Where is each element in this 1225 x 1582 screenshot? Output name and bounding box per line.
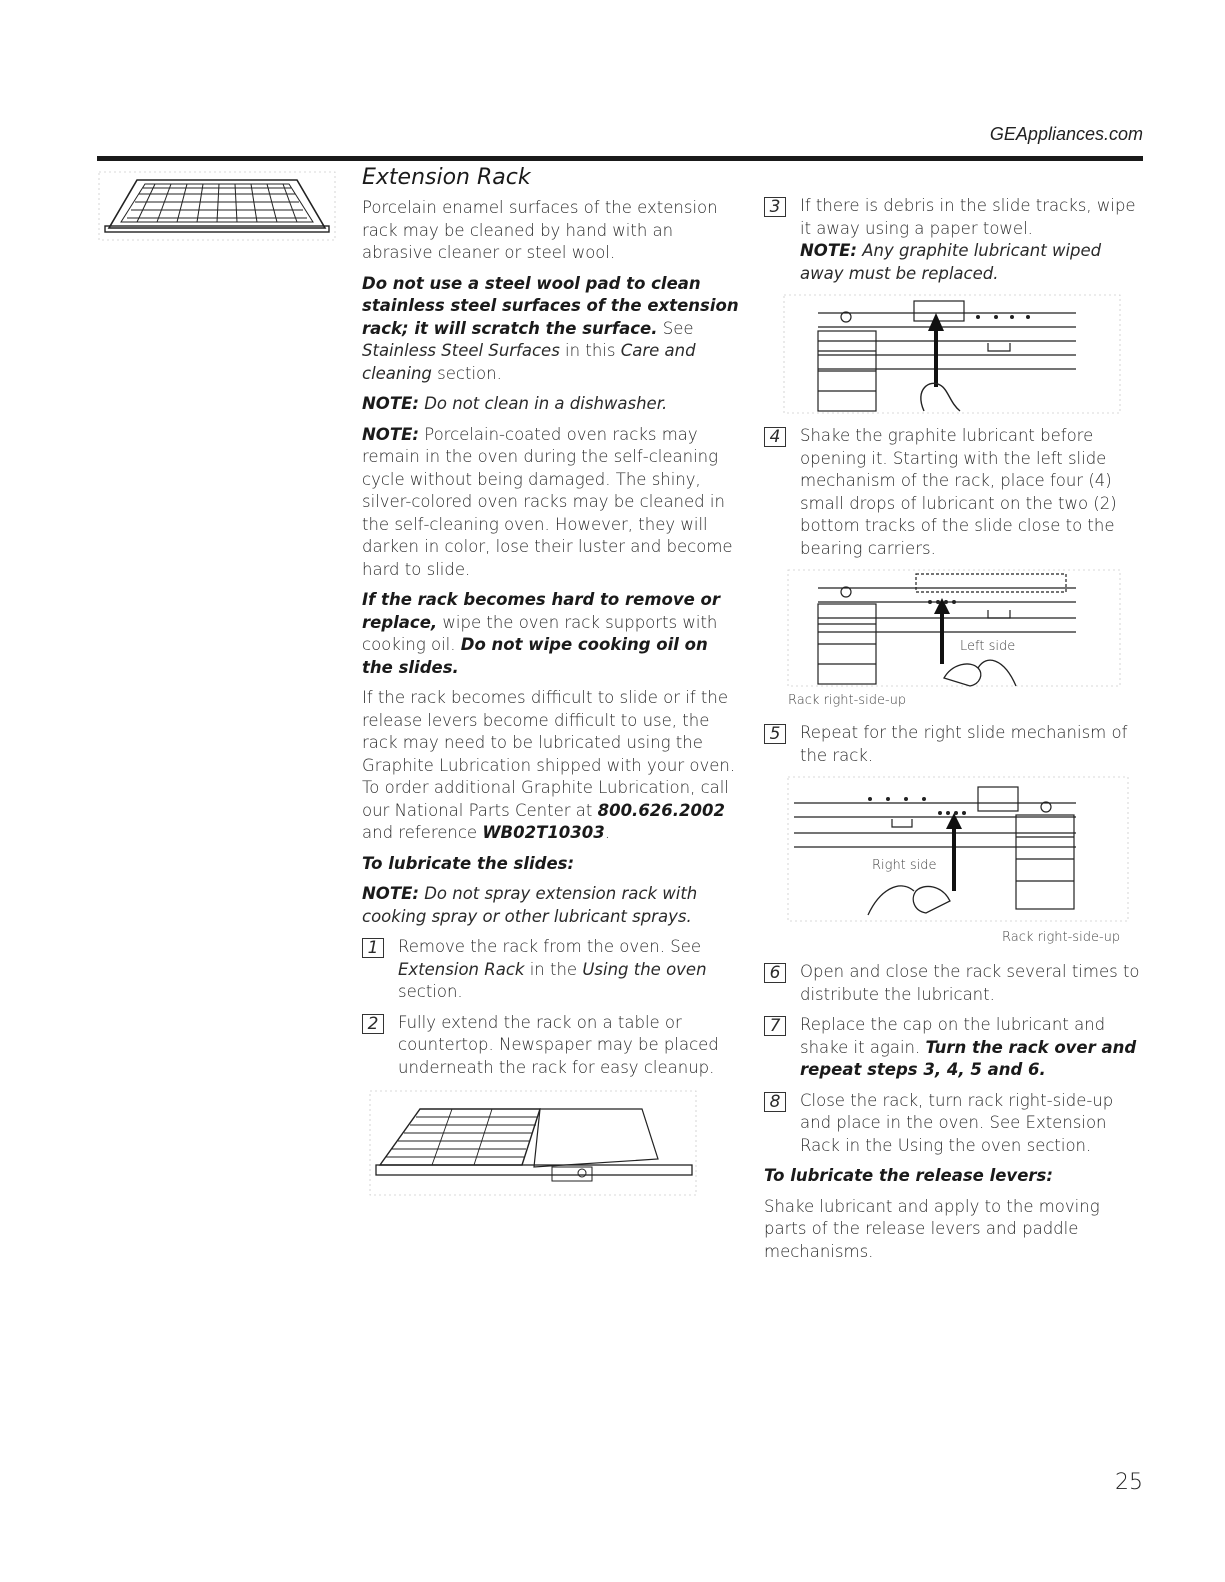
note-label: NOTE: [800, 241, 857, 260]
phone-number: 800.626.2002 [597, 800, 725, 820]
emphasis-text: Do not wipe cooking oil on the slides. [362, 635, 708, 677]
emphasis-text: Turn the rack over and repeat steps 3, 4, 5 and 6. [800, 1037, 1137, 1079]
left-slide-lubrication-illustration [764, 568, 1124, 712]
fig-label-left-side: Left side [960, 639, 1016, 654]
text: in the [524, 959, 583, 979]
text: wipe the oven rack supports with cooking oil. [362, 612, 718, 654]
step-5 [764, 722, 1144, 767]
section-reference: Extension Rack [398, 959, 525, 979]
paragraph [362, 687, 744, 845]
text: . [604, 823, 610, 842]
step-text [800, 1014, 1144, 1082]
text: Remove the rack from the oven. See [398, 937, 701, 956]
text: See [657, 318, 694, 338]
fig-label-rack-orientation: Rack right-side-up [1002, 930, 1121, 945]
step-2 [362, 1012, 744, 1080]
page-number: 25 [1115, 1470, 1143, 1495]
note [362, 424, 744, 582]
part-number: WB02T10303 [482, 823, 605, 842]
text: If the rack becomes difficult to slide or if the release levers become difficult to use, the rack may need to be lubricated using the Graphite Lubrication shipped with your oven. To order additional Graphite Lubrication, call our National Parts Center at [362, 688, 736, 820]
step-number: 1 [362, 938, 384, 958]
text: section. [398, 982, 463, 1001]
step-text [398, 936, 744, 1004]
emphasis-text: If the rack becomes hard to remove or replace, [362, 590, 721, 632]
extended-rack-illustration [362, 1087, 702, 1199]
step-1 [362, 936, 744, 1004]
fig-label-rack-orientation: Rack right-side-up [788, 693, 907, 708]
text: section. [431, 363, 502, 383]
note-text: Porcelain-coated oven racks may remain in the oven during the self-cleaning cycle without being damaged. The shiny, silver-colored oven racks may be cleaned in the self-cleaning oven. However, they will darken in color, lose their luster and become hard to slide. [362, 424, 733, 579]
note-label: NOTE: [362, 884, 419, 903]
step-text [800, 195, 1144, 285]
step-number: 5 [764, 724, 786, 744]
step-text: Close the rack, turn rack right-side-up and place in the oven. See Extension Rack in the Using the oven section. [800, 1090, 1114, 1155]
step-number: 3 [764, 197, 786, 217]
text: Replace the cap on the lubricant and shake it again. [800, 1015, 1106, 1057]
left-column [362, 165, 744, 1209]
step-number: 4 [764, 427, 786, 447]
note-text: Do not clean in a dishwasher. [418, 394, 668, 413]
paragraph [362, 273, 744, 386]
section-reference: Using the oven [582, 959, 707, 979]
step-text: Open and close the rack several times to distribute the lubricant. [800, 962, 1140, 1004]
note-text: Do not spray extension rack with cooking spray or other lubricant sprays. [362, 884, 698, 926]
text: If there is debris in the slide tracks, wipe it away using a paper towel. [800, 196, 1136, 238]
slide-track-wipe-illustration [764, 293, 1124, 415]
step-4 [764, 425, 1144, 560]
text: Porcelain enamel surfaces of the extension rack may be cleaned by hand with an abrasive cleaner or steel wool. [362, 198, 718, 262]
note-text: Any graphite lubricant wiped away must be replaced. [800, 241, 1102, 283]
site-url: GEAppliances.com [989, 124, 1143, 144]
note-label: NOTE: [362, 394, 419, 413]
text: and reference [362, 823, 483, 842]
subheading: To lubricate the slides: [362, 853, 575, 873]
paragraph [362, 197, 744, 265]
section-reference: Stainless Steel Surfaces [362, 341, 560, 360]
section-title: Extension Rack [362, 165, 531, 190]
step-8 [764, 1090, 1144, 1158]
note-label: NOTE: [362, 424, 419, 444]
right-column [764, 195, 1144, 1271]
step-number: 6 [764, 963, 786, 983]
step-number: 7 [764, 1016, 786, 1036]
step-number: 8 [764, 1092, 786, 1112]
step-6 [764, 961, 1144, 1006]
step-3 [764, 195, 1144, 285]
fig-label-right-side: Right side [872, 858, 937, 873]
subheading: To lubricate the release levers: [764, 1166, 1053, 1185]
note [362, 393, 744, 416]
warning-text: Do not use a steel wool pad to clean stainless steel surfaces of the extension rack; it will scratch the surface. [362, 273, 739, 338]
right-slide-lubrication-illustration [764, 775, 1134, 951]
step-text: Repeat for the right slide mechanism of the rack. [800, 723, 1128, 765]
section-reference: Care and cleaning [362, 341, 696, 383]
note [362, 883, 744, 928]
step-7 [764, 1014, 1144, 1082]
paragraph: Shake lubricant and apply to the moving parts of the release levers and paddle mechanisms. [764, 1196, 1100, 1261]
step-number: 2 [362, 1014, 384, 1034]
header-rule [97, 156, 1143, 161]
extension-rack-illustration [97, 170, 337, 242]
text: in this [559, 341, 621, 360]
step-text: Shake the graphite lubricant before opening it. Starting with the left slide mechanism of the rack, place four (4) small drops of lubricant on the two (2) bottom tracks of the slide close to the bearing carriers. [800, 426, 1117, 558]
paragraph [362, 589, 744, 679]
step-text: Fully extend the rack on a table or countertop. Newspaper may be placed underneath the rack for easy cleanup. [398, 1012, 719, 1077]
